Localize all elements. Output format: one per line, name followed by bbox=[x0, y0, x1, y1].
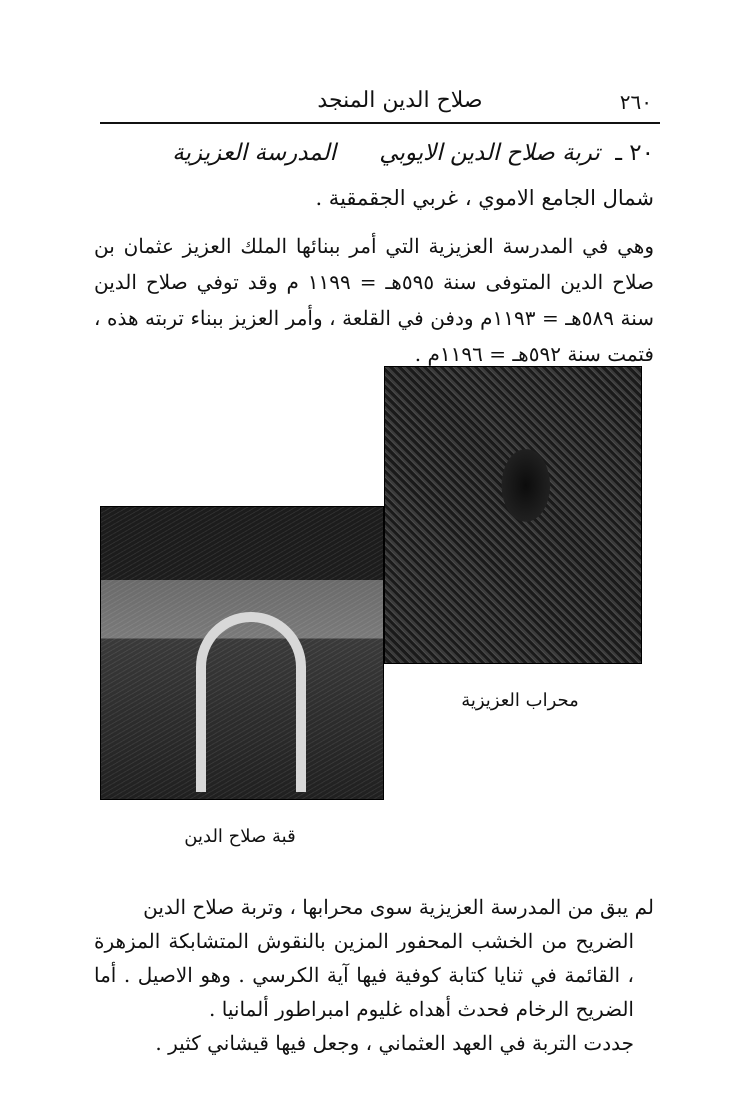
entry-location: شمال الجامع الاموي ، غربي الجقمقية . bbox=[315, 186, 654, 210]
entry-number: ٢٠ ـ bbox=[615, 140, 654, 166]
dome-caption: قبة صلاح الدين bbox=[184, 826, 296, 847]
running-title: صلاح الدين المنجد bbox=[317, 88, 483, 113]
page-number: ٢٦٠ bbox=[619, 90, 652, 114]
paragraph-description bbox=[94, 890, 654, 1060]
header-rule bbox=[100, 122, 660, 124]
mihrab-photo bbox=[384, 366, 642, 664]
description-line-2: الضريح من الخشب المحفور المزين بالنقوش المتشابكة المزهرة ، القائمة في ثنايا كتابة كوفية فيها آية الكرسي . وهو الاصيل . أما الضريح الرخام فحدث أهداه غليوم امبراطور ألمانيا . bbox=[94, 929, 634, 1021]
arch-shape bbox=[196, 612, 306, 792]
entry-title-tomb: تربة صلاح الدين الايوبي bbox=[379, 140, 600, 166]
page-header bbox=[100, 84, 652, 120]
paragraph-history: وهي في المدرسة العزيزية التي أمر ببنائها الملك العزيز عثمان بن صلاح الدين المتوفى سنة ٥٩٥هـ = ١١٩٩ م وقد توفي صلاح الدين سنة ٥٨٩هـ = ١١٩٣م ودفن في القلعة ، وأمر العزيز ببناء تربته هذه ، فتمت سنة ٥٩٢هـ = ١١٩٦م . bbox=[94, 234, 654, 366]
mihrab-caption: محراب العزيزية bbox=[461, 690, 579, 711]
entry-title-madrasa: المدرسة العزيزية bbox=[172, 140, 336, 166]
description-line-1: لم يبق من المدرسة العزيزية سوى محرابها ، وتربة صلاح الدين bbox=[143, 895, 654, 919]
entry-heading bbox=[94, 140, 654, 166]
dome-photo bbox=[100, 506, 384, 800]
description-line-3: جددت التربة في العهد العثماني ، وجعل فيها قيشاني كثير . bbox=[155, 1031, 634, 1055]
